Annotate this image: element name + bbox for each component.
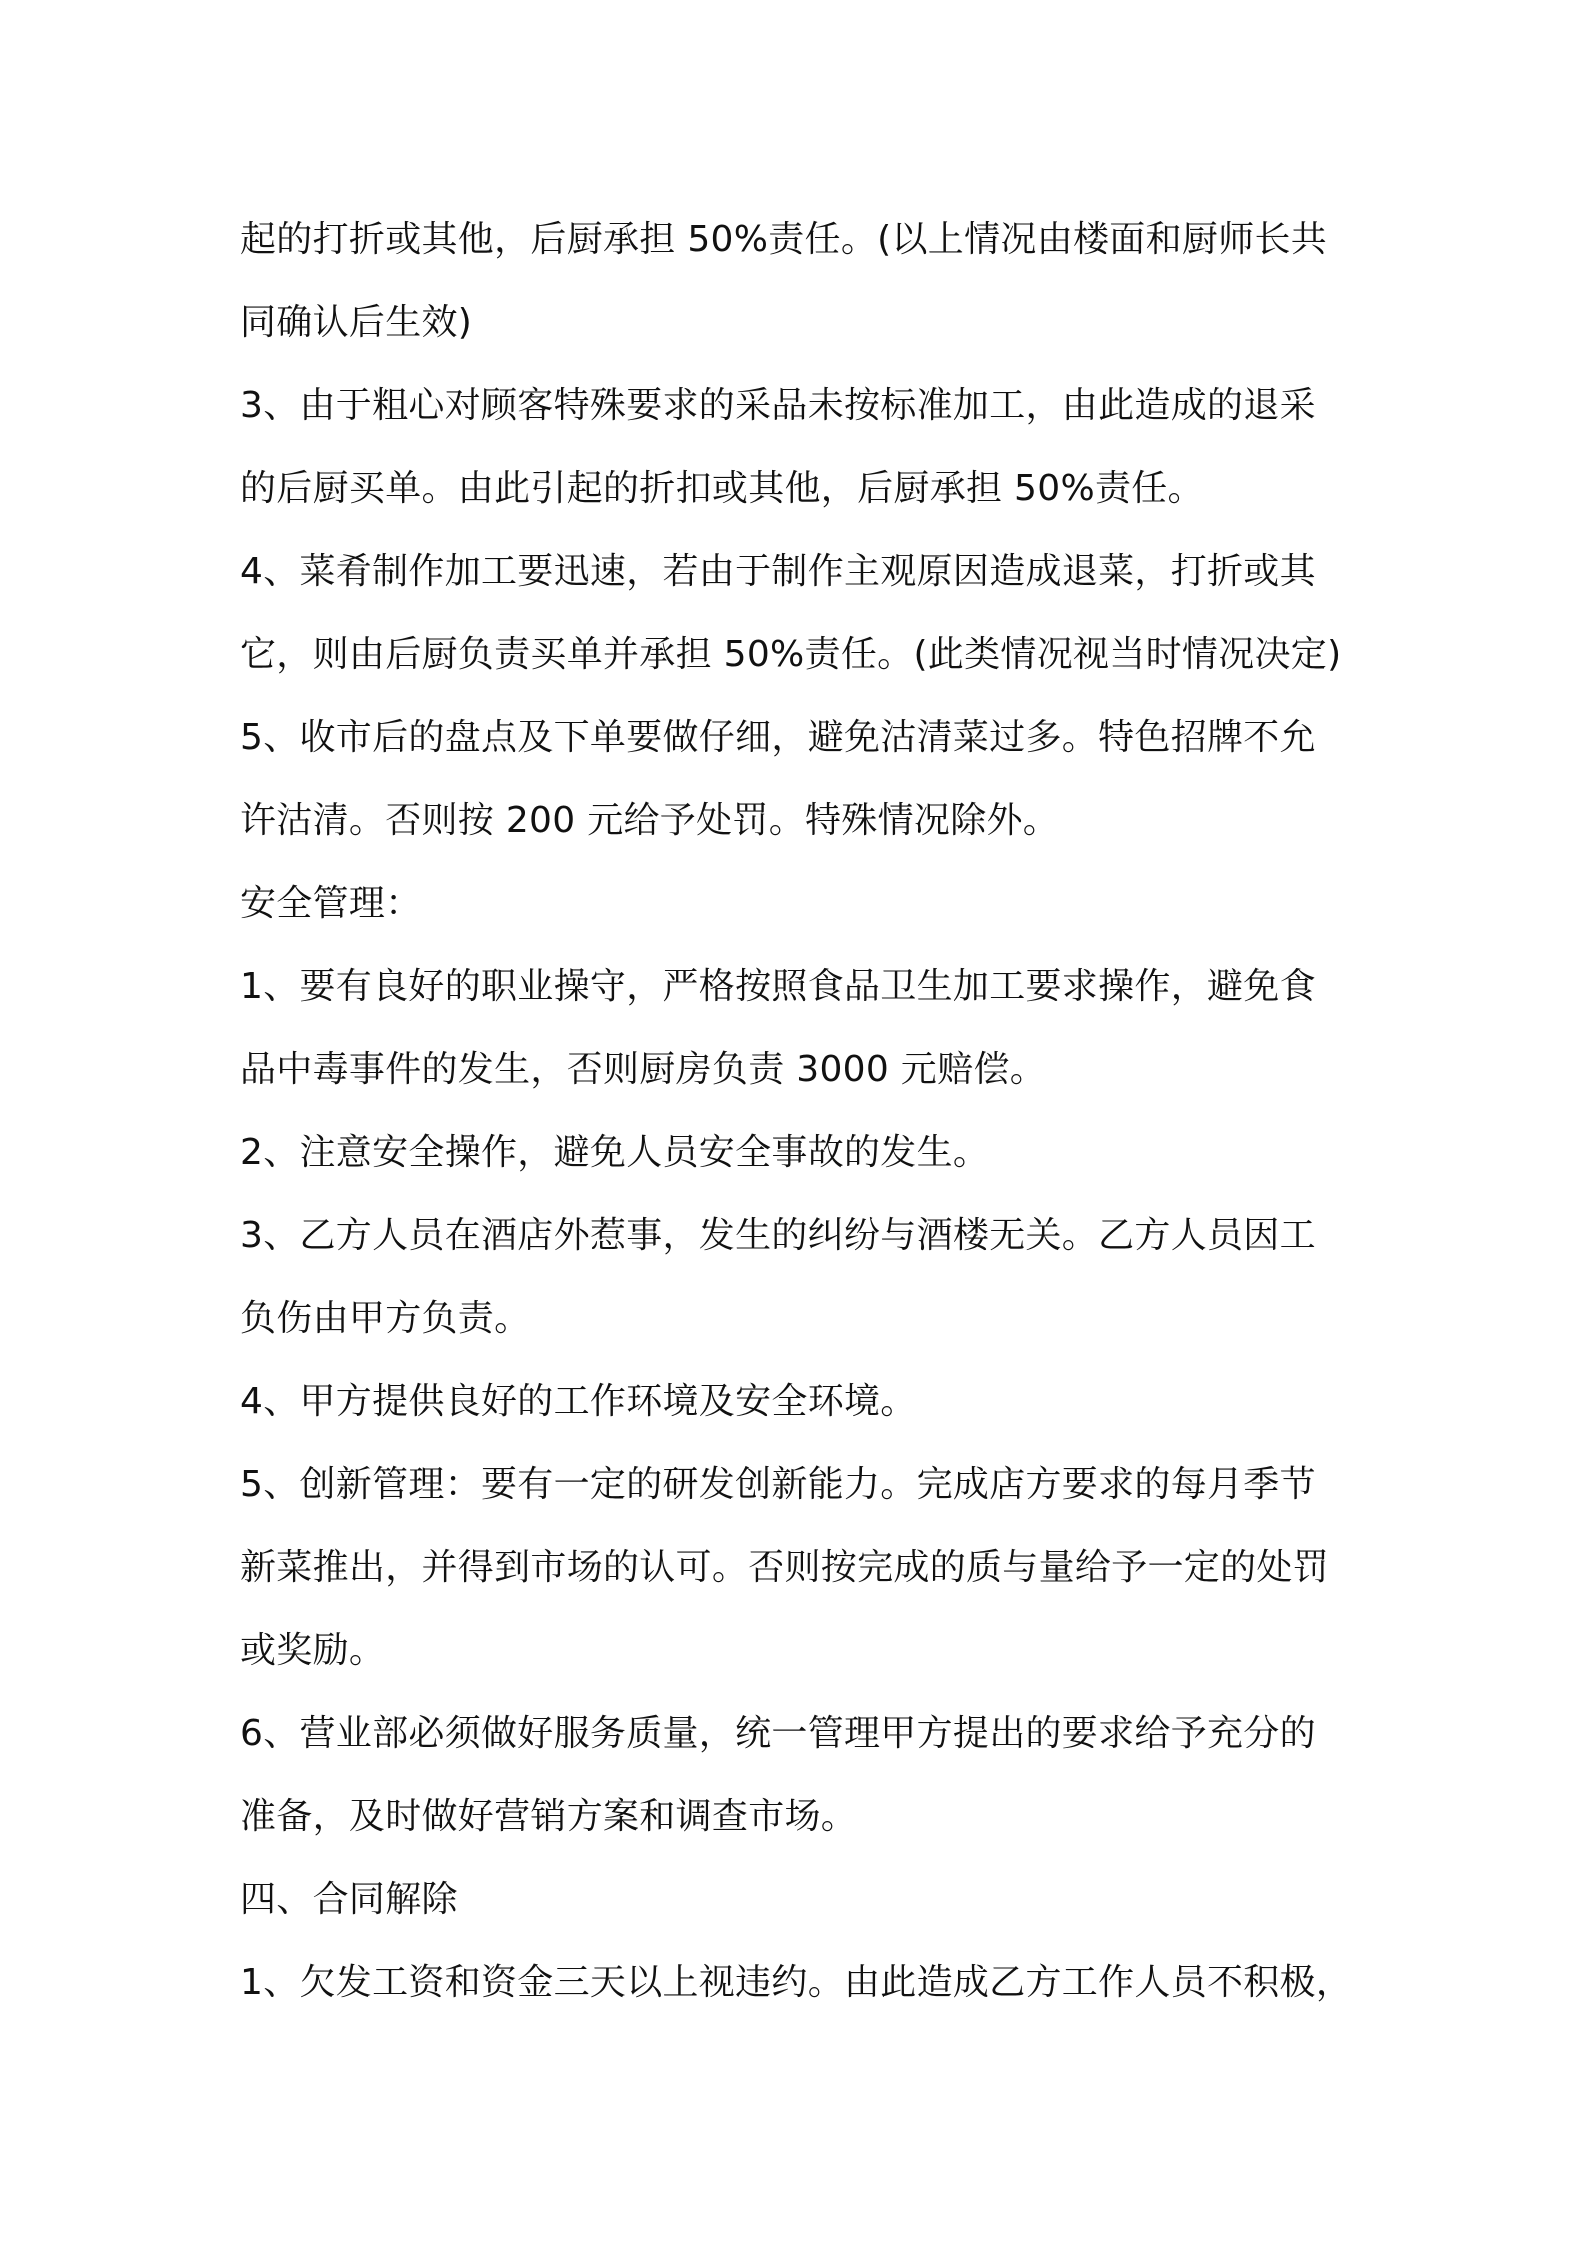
text-line: 的后厨买单。由此引起的折扣或其他，后厨承担 50%责任。 [240, 468, 1204, 509]
text-line: 负伤由甲方负责。 [240, 1298, 531, 1339]
text-line: 1、欠发工资和资金三天以上视违约。由此造成乙方工作人员不积极， [240, 1962, 1353, 2003]
text-line: 品中毒事件的发生，否则厨房负责 3000 元赔偿。 [240, 1049, 1047, 1090]
section-heading-contract-termination: 四、合同解除 [240, 1879, 458, 1920]
text-line: 1、要有良好的职业操守，严格按照食品卫生加工要求操作，避免食 [240, 966, 1316, 1007]
document-body [240, 198, 1360, 2024]
text-line: 4、菜肴制作加工要迅速，若由于制作主观原因造成退菜，打折或其 [240, 551, 1316, 592]
text-line: 5、创新管理：要有一定的研发创新能力。完成店方要求的每月季节 [240, 1464, 1316, 1505]
text-line: 同确认后生效) [240, 302, 473, 343]
text-line: 2、注意安全操作，避免人员安全事故的发生。 [240, 1132, 990, 1173]
text-line: 起的打折或其他，后厨承担 50%责任。(以上情况由楼面和厨师长共 [240, 219, 1328, 260]
text-line: 新菜推出，并得到市场的认可。否则按完成的质与量给予一定的处罚 [240, 1547, 1330, 1588]
text-line: 它，则由后厨负责买单并承担 50%责任。(此类情况视当时情况决定) [240, 634, 1342, 675]
text-line: 3、由于粗心对顾客特殊要求的采品未按标准加工，由此造成的退采 [240, 385, 1316, 426]
section-heading-safety: 安全管理： [240, 883, 422, 924]
text-line: 许沽清。否则按 200 元给予处罚。特殊情况除外。 [240, 800, 1060, 841]
text-line: 6、营业部必须做好服务质量，统一管理甲方提出的要求给予充分的 [240, 1713, 1316, 1754]
text-line: 5、收市后的盘点及下单要做仔细，避免沽清菜过多。特色招牌不允 [240, 717, 1316, 758]
text-line: 准备，及时做好营销方案和调查市场。 [240, 1796, 858, 1837]
text-line: 4、甲方提供良好的工作环境及安全环境。 [240, 1381, 917, 1422]
text-line: 3、乙方人员在酒店外惹事，发生的纠纷与酒楼无关。乙方人员因工 [240, 1215, 1316, 1256]
text-line: 或奖励。 [240, 1630, 386, 1671]
